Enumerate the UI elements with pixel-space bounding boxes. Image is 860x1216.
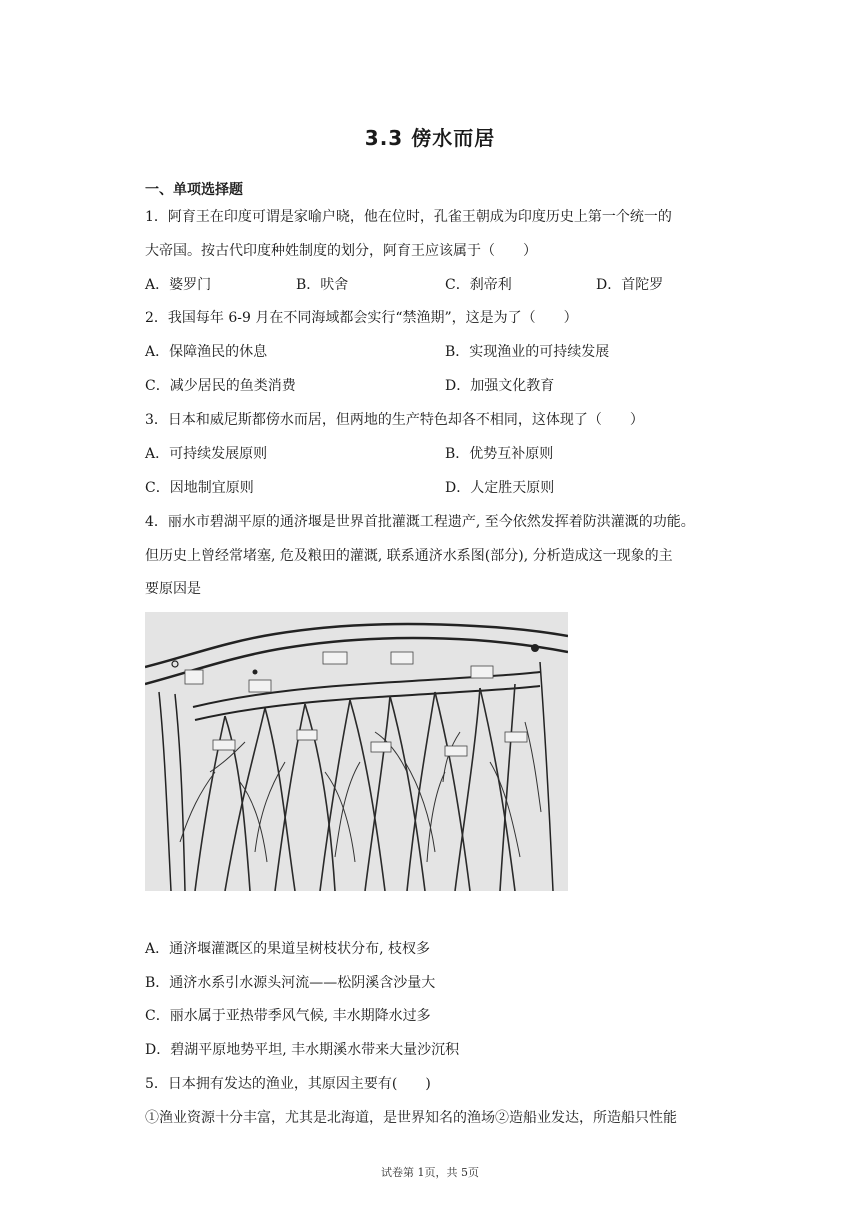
q3-option-d: D．人定胜天原则 bbox=[445, 480, 555, 496]
q2-option-b: B．实现渔业的可持续发展 bbox=[445, 344, 610, 360]
q1-option-c: C．刹帝利 bbox=[445, 277, 512, 293]
q4-stem-line3: 要原因是 bbox=[145, 581, 201, 597]
q3-option-b: B．优势互补原则 bbox=[445, 446, 554, 462]
q4-option-a: A．通济堰灌溉区的果道呈树枝状分布, 枝杈多 bbox=[145, 941, 431, 957]
q1-stem-line1: 1．阿育王在印度可谓是家喻户晓，他在位时，孔雀王朝成为印度历史上第一个统一的 bbox=[145, 209, 672, 225]
q2-stem: 2．我国每年 6-9 月在不同海域都会实行“禁渔期”，这是为了（ ） bbox=[145, 310, 578, 326]
page-footer: 试卷第 1页，共 5页 bbox=[381, 1166, 479, 1179]
q4-option-d: D．碧湖平原地势平坦, 丰水期溪水带来大量沙沉积 bbox=[145, 1042, 460, 1058]
q3-stem: 3．日本和威尼斯都傍水而居，但两地的生产特色却各不相同，这体现了（ ） bbox=[145, 412, 644, 428]
q1-stem-line2: 大帝国。按古代印度种姓制度的划分，阿育王应该属于（ ） bbox=[145, 243, 537, 259]
q4-option-c: C．丽水属于亚热带季风气候, 丰水期降水过多 bbox=[145, 1008, 431, 1024]
q1-option-d: D．首陀罗 bbox=[596, 277, 664, 293]
q4-option-b: B．通济水系引水源头河流——松阴溪含沙量大 bbox=[145, 975, 436, 991]
q2-option-a: A．保障渔民的休息 bbox=[145, 344, 268, 360]
section-heading: 一、单项选择题 bbox=[145, 182, 243, 198]
q2-option-d: D．加强文化教育 bbox=[445, 378, 555, 394]
q3-option-c: C．因地制宜原则 bbox=[145, 480, 254, 496]
page-title: 3.3 傍水而居 bbox=[364, 126, 496, 150]
q5-statement-line: ①渔业资源十分丰富，尤其是北海道，是世界知名的渔场②造船业发达，所造船只性能 bbox=[145, 1110, 677, 1126]
q4-stem-line1: 4．丽水市碧湖平原的通济堰是世界首批灌溉工程遗产, 至今依然发挥着防洪灌溉的功能。 bbox=[145, 514, 695, 530]
q2-option-c: C．减少居民的鱼类消费 bbox=[145, 378, 296, 394]
q1-option-b: B．吠舍 bbox=[296, 277, 349, 293]
q5-stem: 5．日本拥有发达的渔业，其原因主要有( ) bbox=[145, 1076, 431, 1092]
q3-option-a: A．可持续发展原则 bbox=[145, 446, 268, 462]
tongji-water-system-map bbox=[145, 612, 568, 891]
q4-stem-line2: 但历史上曾经常堵塞, 危及粮田的灌溉, 联系通济水系图(部分), 分析造成这一现象的主 bbox=[145, 548, 673, 564]
q1-option-a: A．婆罗门 bbox=[145, 277, 212, 293]
